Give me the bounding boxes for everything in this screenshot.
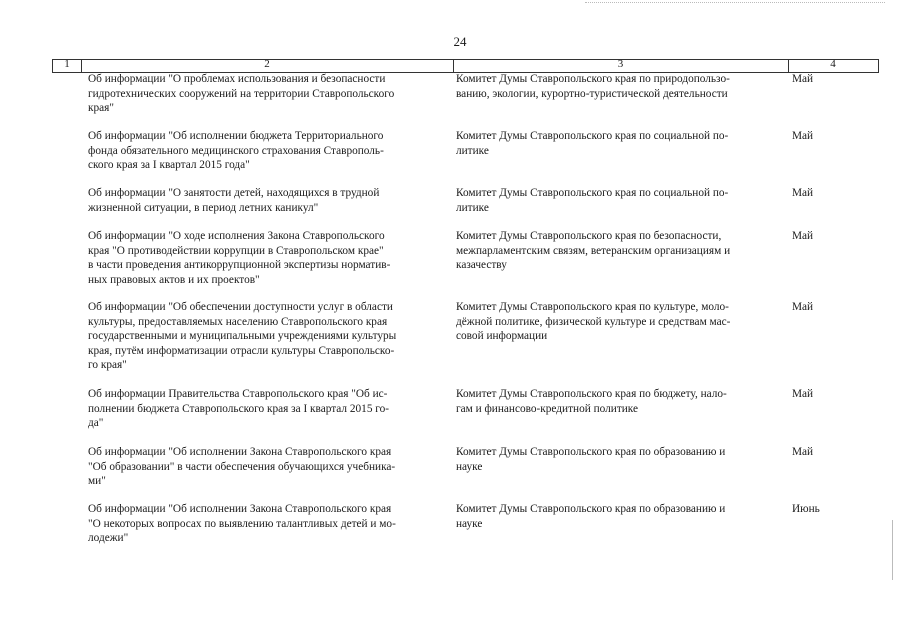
- cell-committee: [456, 387, 786, 416]
- cell-line: совой информации: [456, 330, 548, 343]
- table-header-row: [52, 59, 879, 73]
- cell-month: Июнь: [792, 503, 820, 515]
- cell-line: го края": [88, 359, 127, 372]
- cell-committee: [456, 300, 786, 344]
- cell-line: ского края за I квартал 2015 года": [88, 159, 250, 172]
- cell-committee: [456, 502, 786, 531]
- cell-line: края": [88, 102, 114, 115]
- cell-line: Об информации Правительства Ставропольского края "Об ис-: [88, 388, 388, 400]
- cell-line: гидротехнических сооружений на территории Ставропольского: [88, 87, 395, 100]
- header-col-1: 1: [64, 58, 70, 70]
- cell-line: "Об образовании" в части обеспечения обучающихся учебника-: [88, 460, 396, 473]
- cell-line: Комитет Думы Ставропольского края по бюджету, нало-: [456, 388, 727, 400]
- cell-month: Май: [792, 230, 814, 242]
- cell-line: края, путём информатизации отрасли культуры Ставропольско-: [88, 344, 395, 357]
- cell-line: науке: [456, 460, 483, 473]
- cell-line: Об информации "Об исполнении Закона Ставропольского края: [88, 446, 392, 458]
- cell-subject: [88, 502, 450, 546]
- cell-line: Комитет Думы Ставропольского края по природопользо-: [456, 73, 730, 85]
- cell-subject: [88, 445, 450, 489]
- scan-artifact: [585, 2, 885, 7]
- cell-subject: [88, 300, 450, 373]
- cell-committee: [456, 129, 786, 158]
- cell-month: Май: [792, 446, 814, 458]
- cell-line: науке: [456, 517, 483, 530]
- header-col-4: 4: [830, 58, 836, 70]
- cell-line: государственными и муниципальными учреждениями культуры: [88, 330, 397, 343]
- cell-committee: [456, 445, 786, 474]
- cell-line: Об информации "О ходе исполнения Закона Ставропольского: [88, 230, 385, 242]
- cell-subject: [88, 387, 450, 431]
- cell-month: Май: [792, 73, 814, 85]
- header-col-3: 3: [617, 58, 624, 70]
- cell-line: в части проведения антикоррупционной экспертизы норматив-: [88, 259, 391, 272]
- cell-subject: [88, 186, 450, 215]
- cell-committee: [456, 229, 786, 273]
- cell-line: фонда обязательного медицинского страхования Ставрополь-: [88, 144, 384, 157]
- cell-line: да": [88, 417, 104, 430]
- page-number: 24: [453, 34, 467, 49]
- scan-edge-artifact: [892, 520, 893, 580]
- cell-line: Комитет Думы Ставропольского края по социальной по-: [456, 187, 729, 199]
- cell-line: ванию, экологии, курортно-туристической деятельности: [456, 87, 728, 100]
- cell-line: Комитет Думы Ставропольского края по образованию и: [456, 446, 726, 458]
- cell-line: Об информации "О занятости детей, находящихся в трудной: [88, 187, 380, 199]
- cell-month: Май: [792, 301, 814, 313]
- cell-month: Май: [792, 388, 814, 400]
- cell-line: Об информации "О проблемах использования и безопасности: [88, 73, 386, 85]
- cell-line: Об информации "Об обеспечении доступности услуг в области: [88, 301, 393, 313]
- cell-line: ных правовых актов и их проектов": [88, 273, 260, 286]
- cell-line: Об информации "Об исполнении бюджета Территориального: [88, 130, 384, 142]
- cell-subject: [88, 72, 450, 116]
- cell-line: ми": [88, 475, 106, 488]
- cell-line: лодежи": [88, 532, 129, 545]
- cell-line: культуры, предоставляемых населению Ставропольского края: [88, 315, 388, 328]
- cell-line: Об информации "Об исполнении Закона Ставропольского края: [88, 503, 392, 515]
- cell-subject: [88, 229, 450, 287]
- cell-subject: [88, 129, 450, 173]
- cell-line: межпарламентским связям, ветеранским организациям и: [456, 244, 731, 257]
- cell-line: Комитет Думы Ставропольского края по безопасности,: [456, 230, 722, 242]
- cell-line: дёжной политике, физической культуре и средствам мас-: [456, 315, 731, 328]
- cell-line: полнении бюджета Ставропольского края за I квартал 2015 го-: [88, 402, 390, 415]
- cell-line: Комитет Думы Ставропольского края по культуре, моло-: [456, 301, 729, 313]
- cell-committee: [456, 186, 786, 215]
- header-col-2: 2: [264, 58, 270, 70]
- cell-line: края "О противодействии коррупции в Ставропольском крае": [88, 244, 384, 257]
- cell-line: Комитет Думы Ставропольского края по образованию и: [456, 503, 726, 515]
- cell-month: Май: [792, 187, 814, 199]
- cell-committee: [456, 72, 786, 101]
- cell-line: литике: [456, 201, 489, 214]
- cell-line: казачеству: [456, 259, 507, 272]
- cell-month: Май: [792, 130, 814, 142]
- cell-line: литике: [456, 144, 489, 157]
- cell-line: "О некоторых вопросах по выявлению талантливых детей и мо-: [88, 517, 396, 530]
- cell-line: гам и финансово-кредитной политике: [456, 402, 639, 415]
- cell-line: жизненной ситуации, в период летних каникул": [88, 201, 319, 214]
- cell-line: Комитет Думы Ставропольского края по социальной по-: [456, 130, 729, 142]
